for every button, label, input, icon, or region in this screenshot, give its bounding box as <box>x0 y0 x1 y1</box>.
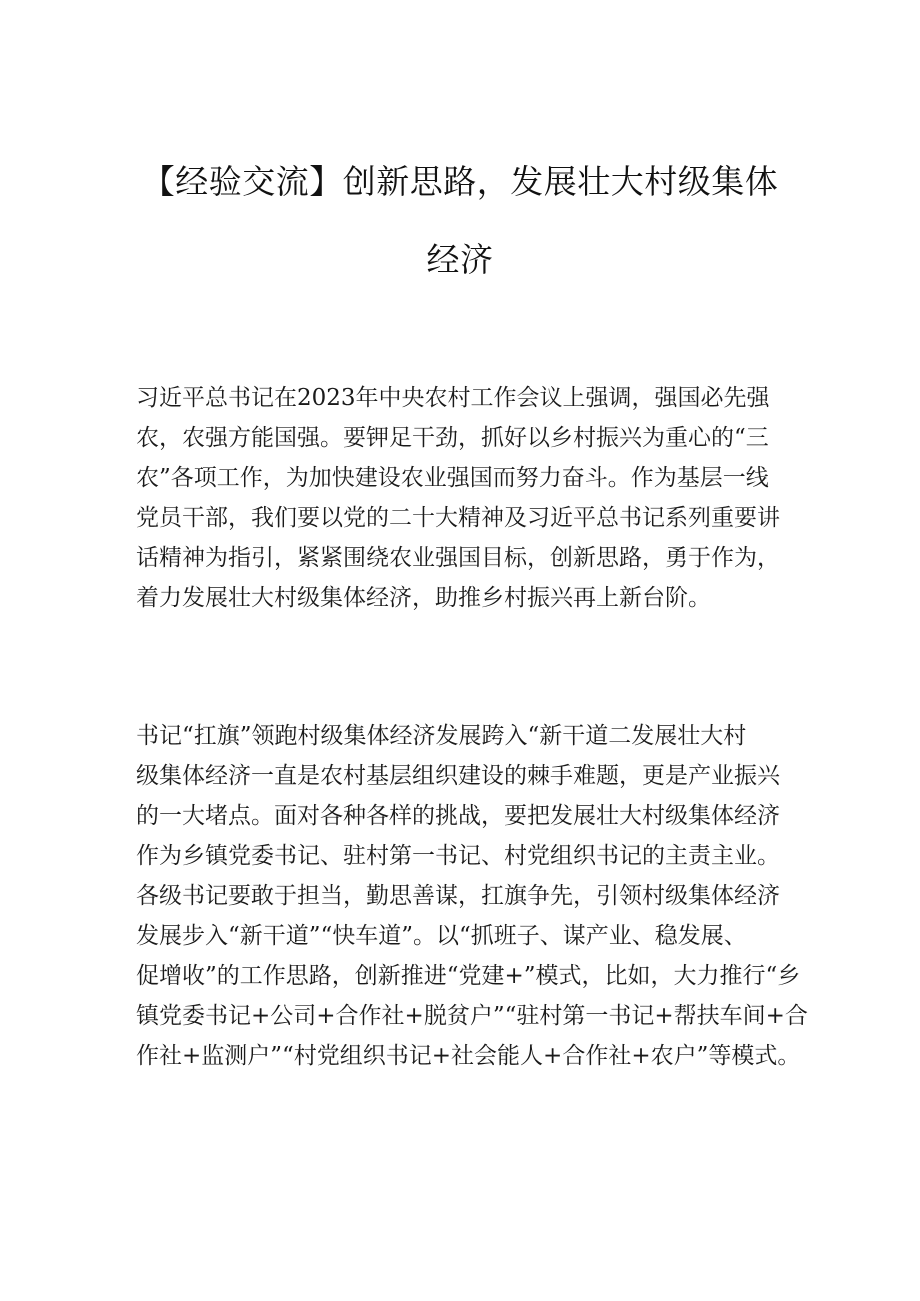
paragraph-line: 作为乡镇党委书记、驻村第一书记、村党组织书记的主责主业。 <box>136 843 780 869</box>
paragraph-line: 话精神为指引，紧紧围绕农业强国目标，创新思路，勇于作为， <box>136 545 780 571</box>
document-title-line-2: 经济 <box>426 240 494 279</box>
paragraph-line: 习近平总书记在2023年中央农村工作会议上强调，强国必先强 <box>136 385 770 411</box>
paragraph-2 <box>136 716 806 1076</box>
paragraph-line: 发展步入“新干道”“快车道”。以“抓班子、谋产业、稳发展、 <box>136 923 747 949</box>
paragraph-1 <box>136 378 806 618</box>
paragraph-line: 农”各项工作，为加快建设农业强国而努力奋斗。作为基层一线 <box>136 465 769 491</box>
paragraph-line: 的一大堵点。面对各种各样的挑战，要把发展壮大村级集体经济 <box>136 803 780 829</box>
paragraph-line: 促增收”的工作思路，创新推进“党建+”模式，比如，大力推行“乡 <box>136 963 801 989</box>
document-title-line-1: 【经验交流】创新思路，发展壮大村级集体 <box>141 162 779 201</box>
paragraph-line: 着力发展壮大村级集体经济，助推乡村振兴再上新台阶。 <box>136 585 711 611</box>
paragraph-line: 农，农强方能国强。要钾足干劲，抓好以乡村振兴为重心的“三 <box>136 425 769 451</box>
paragraph-line: 镇党委书记+公司+合作社+脱贫户”“驻村第一书记+帮扶车间+合 <box>136 1003 808 1029</box>
paragraph-line: 作社+监测户”“村党组织书记+社会能人+合作社+农户”等模式。 <box>136 1043 801 1069</box>
paragraph-line: 党员干部，我们要以党的二十大精神及习近平总书记系列重要讲 <box>136 505 780 531</box>
paragraph-line: 级集体经济一直是农村基层组织建设的棘手难题，更是产业振兴 <box>136 763 780 789</box>
paragraph-line: 书记“扛旗”领跑村级集体经济发展跨入“新干道二发展壮大村 <box>136 723 747 749</box>
paragraph-line: 各级书记要敢于担当，勤思善谋，扛旗争先，引领村级集体经济 <box>136 883 780 909</box>
